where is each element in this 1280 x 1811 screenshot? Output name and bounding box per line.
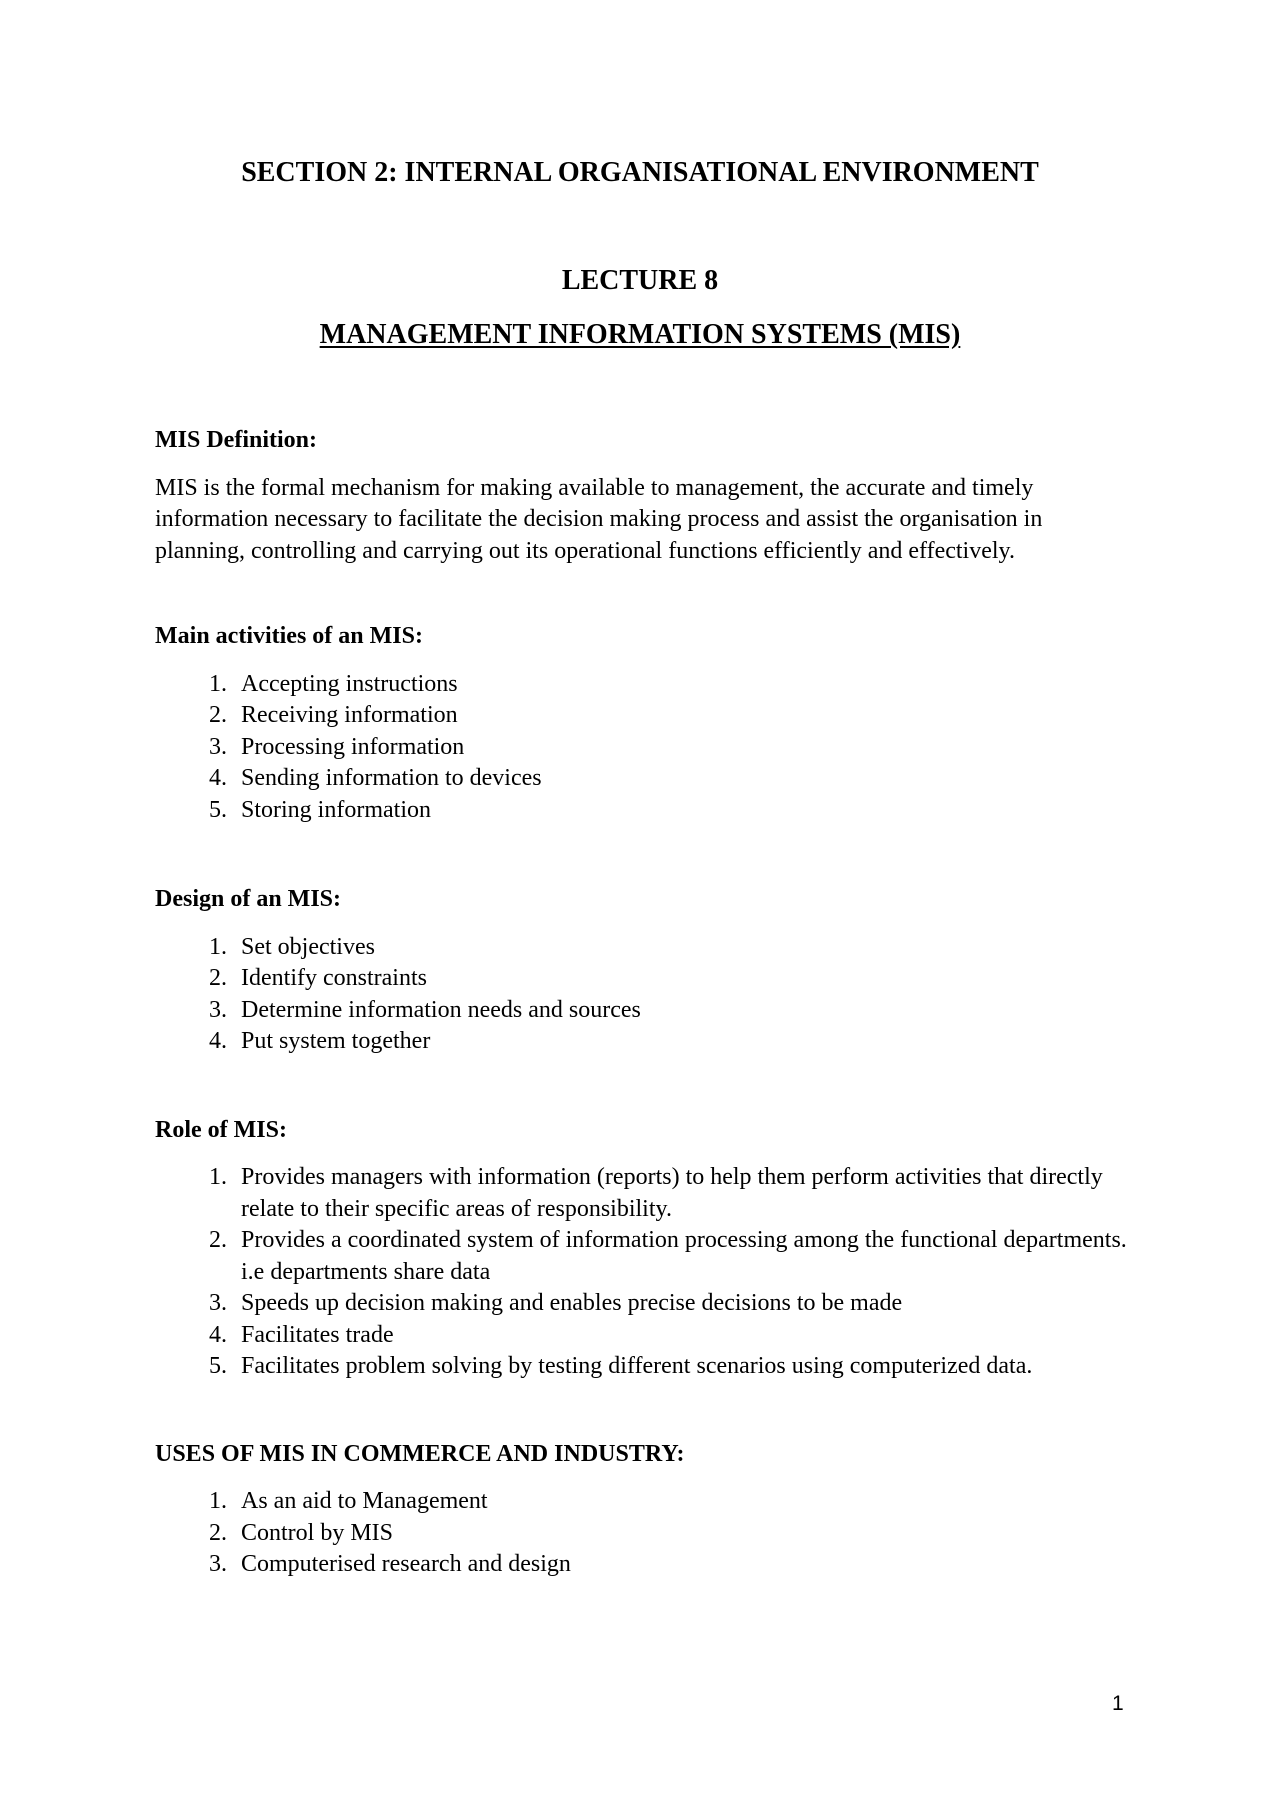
uses-list (155, 1486, 1130, 1581)
section-title: SECTION 2: INTERNAL ORGANISATIONAL ENVIRONMENT (241, 157, 1039, 188)
role-list (155, 1162, 1130, 1383)
main-activities-list (155, 669, 1130, 827)
list-item: 4. Sending information to devices (233, 763, 1130, 795)
design-list (155, 932, 1130, 1058)
list-item: 2. Identify constraints (233, 963, 1130, 995)
list-item: 1. As an aid to Management (233, 1486, 1130, 1518)
list-item: 4. Facilitates trade (233, 1320, 1130, 1352)
document-body (155, 425, 1130, 1581)
list-item: 1. Provides managers with information (reports) to help them perform activities that directly relate to their specific areas of responsibility. (233, 1162, 1130, 1225)
role-heading: Role of MIS: (155, 1116, 287, 1143)
list-item: 3. Determine information needs and sources (233, 995, 1130, 1027)
list-item: 3. Speeds up decision making and enables precise decisions to be made (233, 1288, 1130, 1320)
definition-text: MIS is the formal mechanism for making available to management, the accurate and timely information necessary to facilitate the decision making process and assist the organisation in planning, controlling and carrying out its operational functions efficiently and effectively. (155, 474, 1043, 564)
list-item: 3. Processing information (233, 732, 1130, 764)
lecture-number: LECTURE 8 (561, 265, 719, 296)
list-item: 2. Provides a coordinated system of information processing among the functional departments. i.e departments share data (233, 1225, 1130, 1288)
list-item: 3. Computerised research and design (233, 1549, 1130, 1581)
uses-heading: USES OF MIS IN COMMERCE AND INDUSTRY: (155, 1440, 685, 1467)
definition-heading: MIS Definition: (155, 427, 317, 453)
lecture-title: MANAGEMENT INFORMATION SYSTEMS (MIS) (319, 319, 961, 350)
list-item: 4. Put system together (233, 1026, 1130, 1058)
list-item: 1. Accepting instructions (233, 669, 1130, 701)
list-item: 5. Facilitates problem solving by testing different scenarios using computerized data. (233, 1351, 1130, 1383)
page-number: 1 (1112, 1692, 1124, 1715)
design-heading: Design of an MIS: (155, 886, 342, 912)
list-item: 2. Control by MIS (233, 1518, 1130, 1550)
list-item: 5. Storing information (233, 795, 1130, 827)
list-item: 2. Receiving information (233, 700, 1130, 732)
main-activities-heading: Main activities of an MIS: (155, 623, 423, 649)
list-item: 1. Set objectives (233, 932, 1130, 964)
